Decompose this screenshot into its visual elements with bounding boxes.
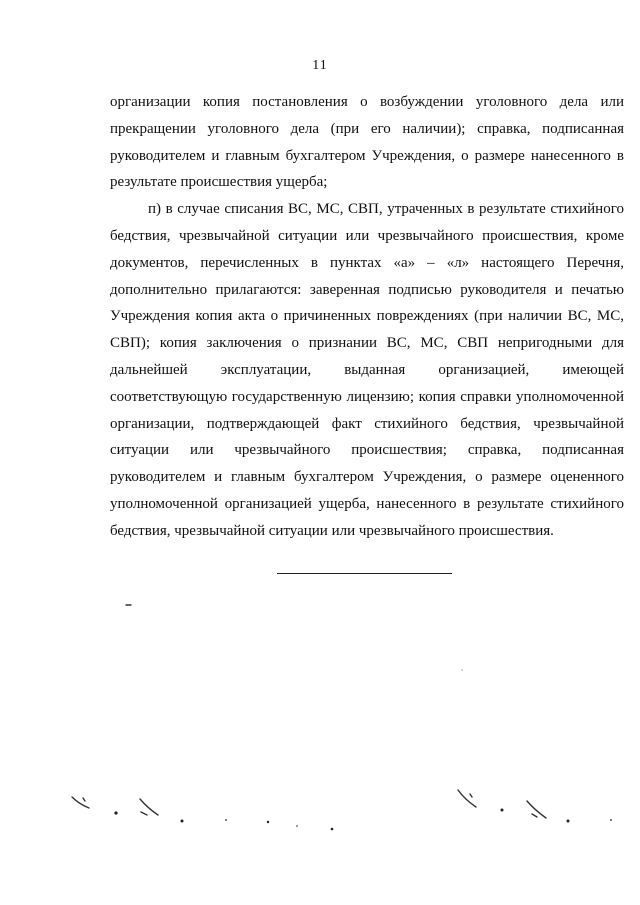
- page-number: 11: [312, 58, 328, 73]
- paragraph-item-p: п) в случае списания ВС, МС, СВП, утраченных в результате стихийного бедствия, чрезвычайной ситуации или чрезвычайного происшествия, кроме документов, перечисленных в пунктах «а» – «л» настоящего Перечня, дополнительно прилагаются: заверенная подписью руководителя и печатью Учреждения копия акта о причиненных повреждениях (при наличии ВС, МС, СВП); копия заключения о признании ВС, МС, СВП непригодными для дальнейшей эксплуатации, выданная организацией, имеющей соответствующую государственную лицензию; копия справки уполномоченной организации, подтверждающей факт стихийного бедствия, чрезвычайной ситуации или чрезвычайного происшествия; справка, подписанная руководителем и главным бухгалтером Учреждения, о размере оцененного уполномоченной организацией ущерба, нанесенного в результате стихийного бедствия, чрезвычайной ситуации или чрезвычайного происшествия.: [110, 201, 624, 539]
- paragraph-continuation: организации копия постановления о возбуждении уголовного дела или прекращении уголовного дела (при его наличии); справка, подписанная руководителем и главным бухгалтером Учреждения, о размере нанесенного в результате происшествия ущерба;: [110, 94, 624, 191]
- end-divider-line: [277, 573, 452, 574]
- document-body: [110, 89, 624, 545]
